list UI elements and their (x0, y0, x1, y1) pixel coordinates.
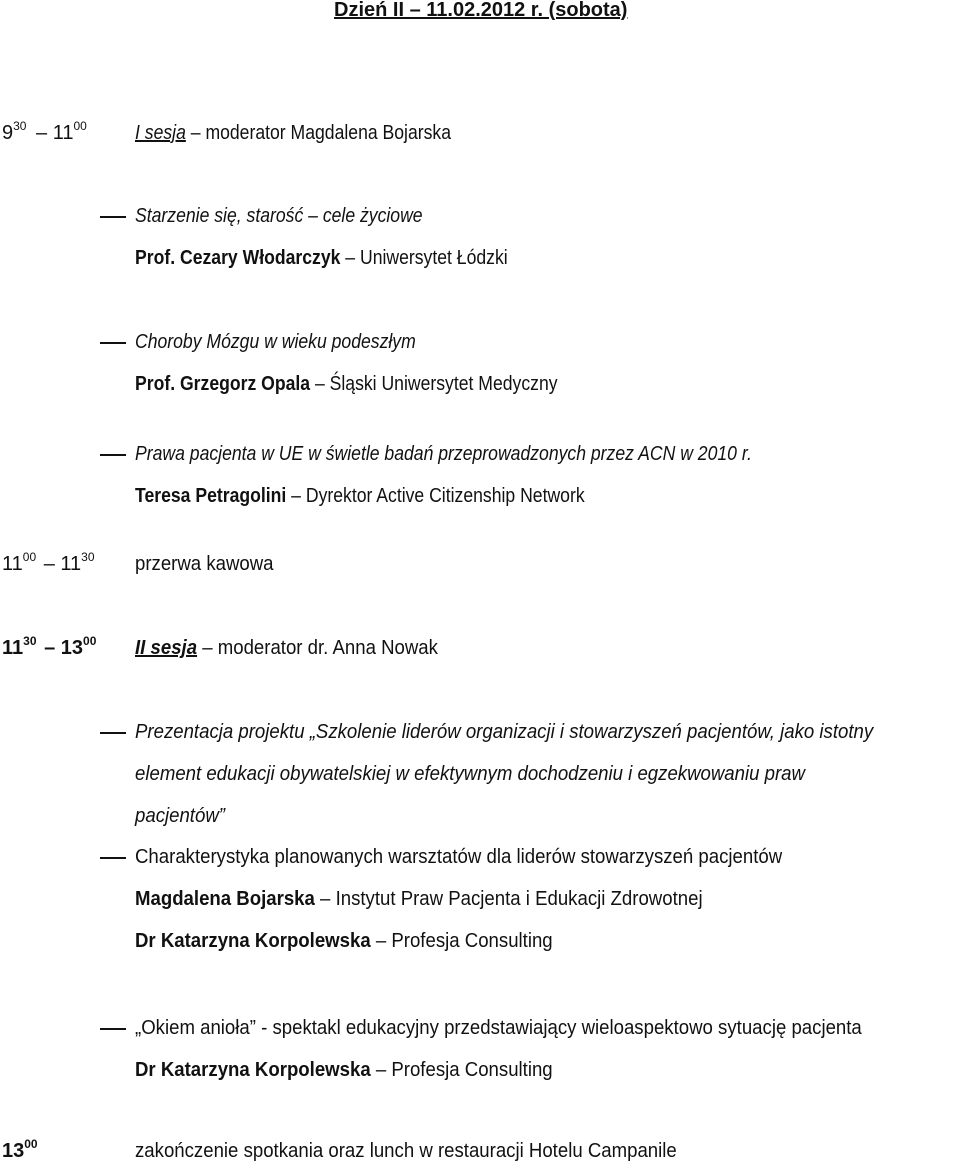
page-title: Dzień II – 11.02.2012 r. (sobota) (334, 0, 628, 21)
talk-4-title-line-1: Prezentacja projektu „Szkolenie liderów organizacji i stowarzyszeń pacjentów, jako istotny (135, 721, 874, 743)
time-start-hour: 9 (2, 122, 14, 144)
talk-3-title: Prawa pacjenta w UE w świetle badań przeprowadzonych przez ACN w 2010 r. (135, 443, 752, 465)
talk-3-speaker: Teresa Petragolini (135, 485, 287, 507)
session-1-heading (135, 123, 494, 143)
talk-4-affiliation-2: – Profesja Consulting (375, 930, 553, 952)
talk-4-speaker-2-line (135, 931, 584, 951)
talk-5-speaker: Dr Katarzyna Korpolewska (135, 1059, 371, 1081)
talk-2-speaker-line (135, 374, 615, 394)
talk-2-title: Choroby Mózgu w wieku podeszłym (135, 331, 416, 353)
bullet-dash (100, 732, 126, 734)
break-label: przerwa kawowa (135, 553, 274, 575)
talk-2-affiliation: – Śląski Uniwersytet Medyczny (314, 373, 558, 395)
session-1-moderator: – moderator Magdalena Bojarska (190, 122, 452, 144)
time-end-hour: 11 (52, 122, 74, 144)
talk-5-title: „Okiem anioła” - spektakl edukacyjny przedstawiający wieloaspektowo sytuację pacjenta (135, 1017, 862, 1039)
time-start-min: 30 (13, 119, 27, 133)
talk-4-speaker-1: Magdalena Bojarska (135, 888, 315, 910)
talk-3-speaker-line (135, 486, 646, 506)
talk-2-speaker: Prof. Grzegorz Opala (135, 373, 311, 395)
talk-5-affiliation: – Profesja Consulting (375, 1059, 553, 1081)
talk-4-affiliation-1: – Instytut Praw Pacjenta i Edukacji Zdrowotnej (320, 888, 703, 910)
talk-1-speaker-line (135, 248, 559, 268)
break-time: $11^{00} - 11^{30}$ (2, 550, 95, 575)
bullet-dash (100, 857, 126, 859)
talk-4-title-line-3: pacjentów” (135, 805, 225, 827)
time-end-min: 00 (73, 119, 87, 133)
closing-time: $13^{00}$ (2, 1137, 38, 1162)
talk-5-speaker-line (135, 1060, 584, 1080)
talk-3-affiliation: – Dyrektor Active Citizenship Network (291, 485, 585, 507)
talk-4-title-line-2: element edukacji obywatelskiej w efektywnym dochodzeniu i egzekwowaniu praw (135, 763, 805, 785)
session-2-moderator: – moderator dr. Anna Nowak (202, 637, 438, 659)
bullet-dash (100, 454, 126, 456)
talk-4-speaker-1-line (135, 889, 745, 909)
session-2-label: II sesja (135, 637, 198, 659)
talk-1-speaker: Prof. Cezary Włodarczyk (135, 247, 341, 269)
bullet-dash (100, 342, 126, 344)
talk-4-speaker-2: Dr Katarzyna Korpolewska (135, 930, 371, 952)
talk-1-title: Starzenie się, starość – cele życiowe (135, 205, 423, 227)
session-1-label: I sesja (135, 122, 186, 144)
talk-4-extra: Charakterystyka planowanych warsztatów dla liderów stowarzyszeń pacjentów (135, 846, 783, 868)
bullet-dash (100, 216, 126, 218)
session-1-time: $9^{30} - 11^{00}$ (2, 119, 87, 144)
closing-label: zakończenie spotkania oraz lunch w restauracji Hotelu Campanile (135, 1140, 677, 1162)
session-2-heading (135, 638, 461, 658)
talk-1-affiliation: – Uniwersytet Łódzki (345, 247, 508, 269)
bullet-dash (100, 1028, 126, 1030)
session-2-time: $11^{30} - 13^{00}$ (2, 634, 97, 659)
